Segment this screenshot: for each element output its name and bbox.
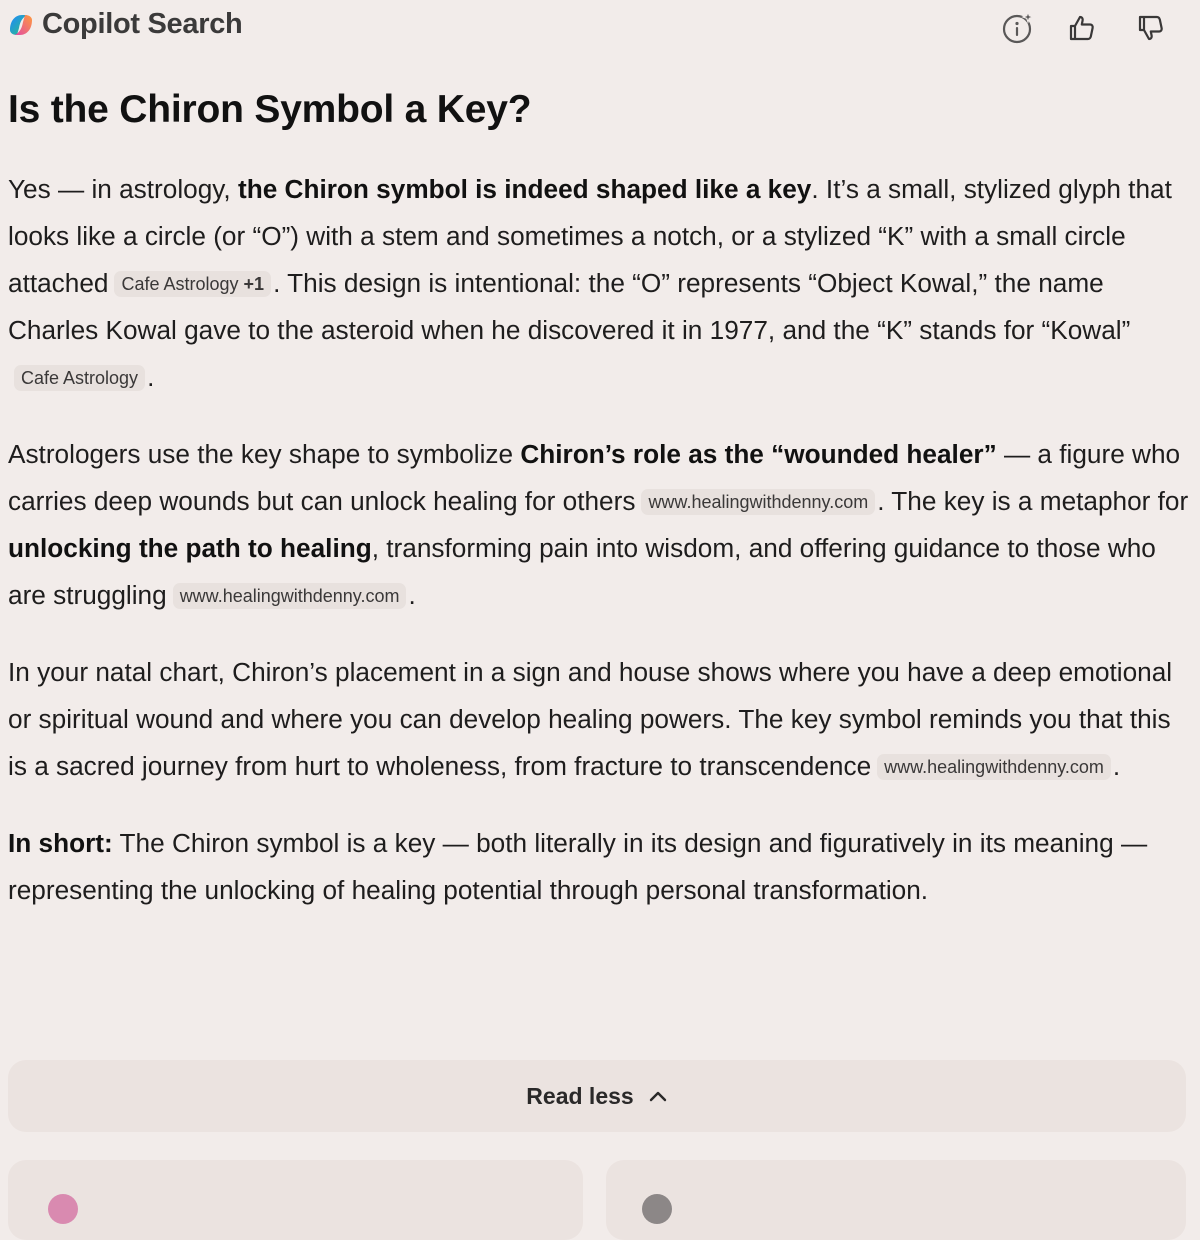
- read-less-label: Read less: [526, 1082, 634, 1109]
- paragraph-text: — a figure who carries deep wounds but can unlock healing for others: [8, 439, 1181, 516]
- citation-chip[interactable]: www.healingwithdenny.com: [877, 754, 1111, 780]
- thumbs-down-icon: [1136, 13, 1166, 43]
- suggestion-card[interactable]: [8, 1160, 583, 1240]
- card-icon: [48, 1194, 78, 1224]
- suggestion-card[interactable]: [606, 1160, 1186, 1240]
- paragraph-text: . The key is a metaphor for: [877, 486, 1189, 516]
- bold-phrase: Chiron’s role as the “wounded healer”: [520, 439, 997, 469]
- paragraph-text: . It’s a small, stylized glyph that looks like a circle (or “O”) with a stem and sometimes a notch, or a stylized “K” with a small circle attached: [8, 174, 1172, 298]
- paragraph-4: [8, 820, 1194, 914]
- info-sparkle-button[interactable]: [998, 8, 1038, 48]
- thumbs-up-button[interactable]: [1062, 8, 1102, 48]
- bold-phrase: unlocking the path to healing: [8, 533, 372, 563]
- paragraph-3: [8, 649, 1194, 790]
- citation-source: Cafe Astrology: [121, 274, 239, 294]
- paragraph-text: Astrologers use the key shape to symbolize: [8, 439, 521, 469]
- citation-chip[interactable]: Cafe Astrology: [14, 365, 145, 391]
- card-icon: [642, 1194, 672, 1224]
- citation-chip[interactable]: [114, 271, 271, 297]
- brand[interactable]: [6, 8, 242, 41]
- read-less-button[interactable]: [8, 1060, 1186, 1132]
- copilot-logo-icon: [6, 10, 36, 40]
- paragraph-text: In your natal chart, Chiron’s placement in a sign and house shows where you have a deep emotional or spiritual wound and where you can develop healing powers. The key symbol reminds you that this is a sacred journey from hurt to wholeness, from fracture to transcendence: [8, 657, 1173, 781]
- chevron-up-icon: [648, 1089, 668, 1103]
- paragraph-text: . This design is intentional: the “O” represents “Object Kowal,” the name Charles Kowal gave to the asteroid when he discovered it in 1977, and the “K” stands for “Kowal”: [8, 268, 1131, 345]
- paragraph-text: , transforming pain into wisdom, and offering guidance to those who are struggling: [8, 533, 1156, 610]
- bold-phrase: the Chiron symbol is indeed shaped like a key: [237, 174, 812, 204]
- paragraph-text: .: [1112, 751, 1121, 781]
- citation-extra-count: +1: [243, 274, 265, 294]
- citation-chip[interactable]: www.healingwithdenny.com: [641, 489, 875, 515]
- page-title: Is the Chiron Symbol a Key?: [8, 88, 532, 131]
- paragraph-2: [8, 431, 1194, 619]
- thumbs-down-button[interactable]: [1131, 8, 1171, 48]
- paragraph-text: .: [147, 362, 155, 392]
- paragraph-text: Yes — in astrology,: [8, 174, 238, 204]
- app-name: Copilot Search: [42, 8, 243, 40]
- paragraph-text: .: [408, 580, 416, 610]
- answer-body: [8, 166, 1194, 944]
- paragraph-1: [8, 166, 1194, 401]
- thumbs-up-icon: [1067, 13, 1097, 43]
- info-sparkle-icon: [1000, 10, 1036, 46]
- bold-phrase: In short:: [8, 828, 113, 858]
- citation-chip[interactable]: www.healingwithdenny.com: [173, 583, 407, 609]
- paragraph-text: The Chiron symbol is a key — both literally in its design and figuratively in its meaning — representing the unlocking of healing potential through personal transformation.: [8, 828, 1148, 905]
- header-bar: [0, 0, 1200, 56]
